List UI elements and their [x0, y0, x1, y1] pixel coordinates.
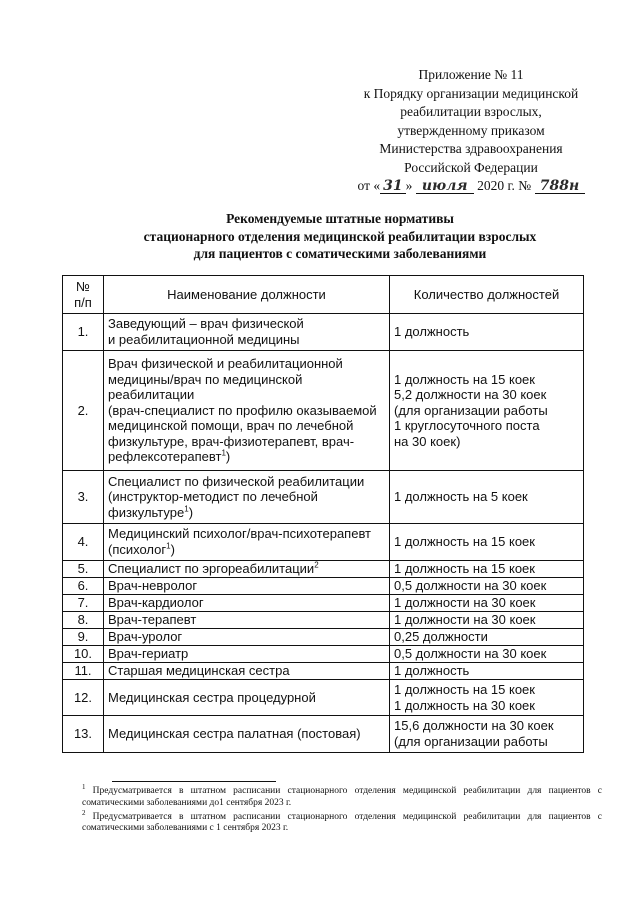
row-position: [104, 471, 390, 524]
row-position-text: Специалист по физической реабилитации (инструктор-методист по лечебной физкультуре: [108, 473, 365, 520]
row-quantity: 0,5 должности на 30 коек: [390, 646, 584, 663]
date-day-close: »: [405, 178, 413, 193]
table-row: [63, 471, 584, 524]
footnote-mark: 2: [82, 808, 86, 817]
table-row: [63, 351, 584, 471]
date-prefix: от «: [357, 178, 381, 193]
row-quantity: 1 должности на 30 коек: [390, 612, 584, 629]
appendix-order-ref-2: реабилитации взрослых,: [400, 104, 542, 119]
row-num: 3.: [63, 471, 104, 524]
footnote-divider: [112, 781, 276, 782]
row-position-end: ): [188, 504, 194, 520]
appendix-header: [340, 66, 602, 196]
footnote-ref: 1: [221, 449, 226, 459]
staffing-table: [62, 275, 584, 753]
table-row: [63, 578, 584, 595]
document-title: [60, 210, 620, 263]
row-quantity: 1 должность на 15 коек: [390, 561, 584, 578]
row-position: Врач-терапевт: [104, 612, 390, 629]
row-num: 4.: [63, 524, 104, 561]
table-row: [63, 629, 584, 646]
row-position: Медицинская сестра процедурной: [104, 680, 390, 716]
footnote-2: [82, 808, 603, 836]
row-num: 5.: [63, 561, 104, 578]
row-num: 7.: [63, 595, 104, 612]
handwritten-month: июля: [416, 179, 474, 194]
row-quantity: 1 должность: [390, 663, 584, 680]
row-quantity: 1 должность на 15 коек 5,2 должности на 30 коек (для организации работы 1 круглосуточного поста на 30 коек): [390, 351, 584, 471]
row-num: 9.: [63, 629, 104, 646]
row-quantity: 15,6 должности на 30 коек (для организации работы: [390, 716, 584, 753]
row-quantity: 1 должность на 15 коек: [390, 524, 584, 561]
header-num: № п/п: [63, 276, 104, 314]
row-quantity: 1 должность: [390, 314, 584, 351]
row-position-text: Специалист по эргореабилитации: [108, 561, 315, 577]
footnotes: [82, 782, 603, 837]
table-row: [63, 314, 584, 351]
row-num: 11.: [63, 663, 104, 680]
row-num: 10.: [63, 646, 104, 663]
date-year: 2020 г. №: [477, 178, 532, 193]
row-quantity: 1 должность на 5 коек: [390, 471, 584, 524]
row-position: Врач-кардиолог: [104, 595, 390, 612]
footnote-text: Предусматривается в штатном расписании стационарного отделения медицинской реабилитации для пациентов с соматическими заболеваниями до1 сентября 2023 г.: [82, 786, 603, 808]
row-position-text: Врач физической и реабилитационной медицины/врач по медицинской реабилитации (врач-специалист по профилю оказываемой медицинской помощи, врач по лечебной физкультуре, врач-физиотерапевт, врач-рефлексотерапевт: [108, 355, 377, 465]
row-num: 1.: [63, 314, 104, 351]
row-num: 2.: [63, 351, 104, 471]
header-quantity: Количество должностей: [390, 276, 584, 314]
table-row: [63, 524, 584, 561]
row-num: 12.: [63, 680, 104, 716]
row-position: Медицинская сестра палатная (постовая): [104, 716, 390, 753]
handwritten-day: 31: [380, 179, 405, 194]
row-position-text: Медицинский психолог/врач-психотерапевт (психолог: [108, 526, 372, 557]
appendix-order-ref: к Порядку организации медицинской: [363, 85, 579, 101]
row-quantity: 0,5 должности на 30 коек: [390, 578, 584, 595]
row-num: 6.: [63, 578, 104, 595]
table-row: [63, 680, 584, 716]
handwritten-order-number: 788н: [535, 179, 585, 194]
row-position: Врач-уролог: [104, 629, 390, 646]
footnote-mark: 1: [82, 782, 86, 791]
appendix-approved: утвержденному приказом: [397, 122, 545, 138]
row-position: Врач-невролог: [104, 578, 390, 595]
row-quantity: 1 должности на 30 коек: [390, 595, 584, 612]
table-row: [63, 595, 584, 612]
row-num: 8.: [63, 612, 104, 629]
row-quantity: 1 должность на 15 коек 1 должность на 30 коек: [390, 680, 584, 716]
footnote-ref: 1: [166, 541, 171, 551]
footnote-ref: 2: [314, 560, 319, 570]
row-position: Врач-гериатр: [104, 646, 390, 663]
footnote-1: [82, 782, 603, 810]
table-header-row: [63, 276, 584, 314]
row-quantity: 0,25 должности: [390, 629, 584, 646]
table-row: [63, 646, 584, 663]
appendix-country: Российской Федерации: [404, 159, 538, 175]
row-position-end: ): [170, 542, 175, 557]
appendix-date-line: [340, 177, 602, 196]
table-row: [63, 561, 584, 578]
row-position: Старшая медицинская сестра: [104, 663, 390, 680]
row-position: [104, 524, 390, 561]
row-position: [104, 351, 390, 471]
title-line-3: для пациентов с соматическими заболеваниями: [193, 246, 487, 261]
row-position: Заведующий – врач физической и реабилитационной медицины: [104, 314, 390, 351]
row-num: 13.: [63, 716, 104, 753]
table-row: [63, 663, 584, 680]
title-line-2: стационарного отделения медицинской реабилитации взрослых: [143, 228, 537, 244]
header-position: Наименование должности: [104, 276, 390, 314]
title-line-1: Рекомендуемые штатные нормативы: [226, 211, 454, 226]
row-position-end: ): [225, 449, 231, 465]
footnote-text: Предусматривается в штатном расписании стационарного отделения медицинской реабилитации для пациентов с соматическими заболеваниями с 1 сентября 2023 г.: [82, 811, 603, 834]
table-row: [63, 716, 584, 753]
appendix-ministry: Министерства здравоохранения: [379, 141, 563, 156]
footnote-ref: 1: [184, 504, 189, 514]
row-position: [104, 561, 390, 578]
appendix-number: Приложение № 11: [418, 67, 524, 82]
table-row: [63, 612, 584, 629]
